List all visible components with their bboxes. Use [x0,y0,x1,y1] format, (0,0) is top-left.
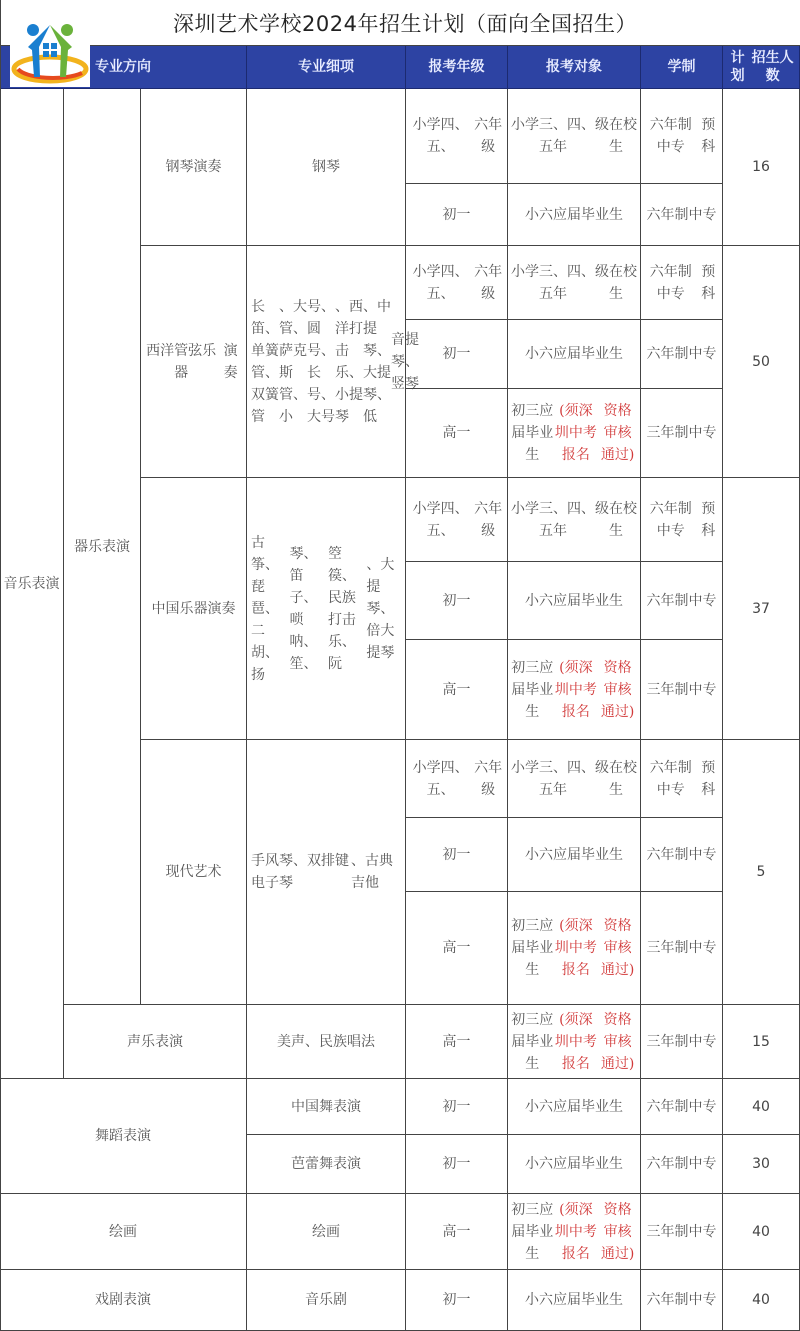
major-vocal: 声乐表演 [64,1005,247,1079]
target-cell [508,640,641,740]
detail-line: 古筝、琵琶、二胡、扬 [251,534,279,683]
grade-cell: 高一 [406,1005,508,1079]
page-title: 深圳艺术学校2024年招生计划（面向全国招生） [0,0,800,46]
category-music-line1: 音乐 [3,575,32,592]
plan-count-drama: 40 [723,1270,800,1331]
header-detail: 专业细项 [247,46,406,89]
target-note: (须深圳中考报名 [554,1201,597,1262]
major-chinese [141,478,247,740]
target-cell [508,89,641,184]
system-cell [641,740,723,818]
grade-cell: 高一 [406,389,508,478]
header-plan [723,46,800,89]
grade-line: 六年级 [474,500,503,539]
detail-musical: 音乐剧 [247,1270,406,1331]
plan-count-painting: 40 [723,1194,800,1270]
detail-vocal: 美声、民族唱法 [247,1005,406,1079]
major-line: 演奏 [223,342,238,381]
grade-cell: 初一 [406,562,508,640]
target-cell [508,892,641,1005]
target-note: 资格审核通过) [600,659,635,720]
target-line: 小学三、四、五年 [511,263,595,302]
school-logo-icon [10,17,90,87]
detail-line: 、古典吉他 [351,853,393,891]
target-note: (须深圳中考报名 [554,403,597,463]
target-cell: 小六应届毕业生 [508,1270,641,1331]
target-note: 资格审核通过) [600,403,635,463]
category-painting: 绘画 [0,1194,247,1270]
grade-line: 六年级 [474,759,503,798]
plan-count-chinese-dance: 40 [723,1079,800,1135]
grade-cell: 高一 [406,1194,508,1270]
target-cell: 小六应届毕业生 [508,1135,641,1194]
system-cell [641,478,723,562]
system-cell [641,246,723,320]
grade-line: 小学四、五、 [412,500,469,539]
grade-line: 小学四、五、 [412,263,469,302]
target-line: 初三应届毕业生 [511,1201,554,1262]
major-line: 西洋管弦乐器 [146,342,217,381]
major-line: 演奏 [207,600,236,617]
header-system: 学制 [641,46,723,89]
plan-count-chinese: 37 [723,478,800,740]
category-drama: 戏剧表演 [0,1270,247,1331]
header-plan-line1: 计划 [730,50,745,84]
target-line: 初三应届毕业生 [511,918,554,978]
grade-cell [406,246,508,320]
system-cell: 三年制中专 [641,1194,723,1270]
target-cell [508,1194,641,1270]
target-line: 小学三、四、五年 [511,759,595,798]
detail-line: 、西洋打击乐、小提琴 [335,298,363,425]
system-cell: 三年制中专 [641,389,723,478]
system-line: 六年制中专 [649,759,692,798]
target-note: 资格审核通过) [600,1201,635,1262]
detail-line: 、中提琴、大提琴、低 [363,298,391,425]
system-cell: 三年制中专 [641,1005,723,1079]
plan-count-vocal: 15 [723,1005,800,1079]
grade-cell: 高一 [406,892,508,1005]
system-cell: 三年制中专 [641,640,723,740]
system-line: 六年制中专 [649,500,692,539]
grade-cell: 初一 [406,320,508,389]
target-cell [508,389,641,478]
detail-line: 音提琴、竖琴 [391,331,419,392]
target-line: 级在校生 [595,500,637,539]
target-cell [508,478,641,562]
detail-line: 琴、笛子、唢呐、笙、 [289,545,318,672]
system-line: 预科 [701,500,716,539]
category-music-line2: 表演 [31,575,60,592]
detail-western [247,246,419,478]
system-cell: 六年制中专 [641,818,723,892]
target-line: 初三应届毕业生 [511,403,554,463]
grade-cell: 初一 [406,184,508,246]
target-note: (须深圳中考报名 [554,659,597,720]
detail-line: 号、圆号、长号、大号 [307,298,335,425]
target-line: 初三应届毕业生 [511,659,554,720]
grade-line: 小学四、五、 [412,759,469,798]
grade-line: 六年级 [474,117,503,155]
system-cell [641,89,723,184]
system-line: 六年制中专 [649,263,692,302]
system-cell: 六年制中专 [641,1135,723,1194]
system-cell: 六年制中专 [641,320,723,389]
grade-cell [406,740,508,818]
system-cell: 三年制中专 [641,892,723,1005]
target-cell: 小六应届毕业生 [508,562,641,640]
header-direction: 专业方向 [0,46,247,89]
detail-line: 手风琴、双排键电子琴 [251,853,349,891]
target-cell: 小六应届毕业生 [508,184,641,246]
header-target: 报考对象 [508,46,641,89]
grade-cell: 高一 [406,640,508,740]
target-cell: 小六应届毕业生 [508,320,641,389]
target-cell [508,1005,641,1079]
system-line: 预科 [701,759,716,798]
target-note: 资格审核通过) [600,1011,635,1072]
detail-piano: 钢琴 [247,89,406,246]
system-cell: 六年制中专 [641,184,723,246]
system-cell: 六年制中专 [641,1270,723,1331]
category-music [0,89,64,1079]
plan-count-ballet: 30 [723,1135,800,1194]
target-line: 级在校生 [595,117,637,155]
target-line: 初三应届毕业生 [511,1011,554,1072]
detail-line: 、大管、萨克斯管、小 [279,298,307,425]
grade-cell: 初一 [406,1270,508,1331]
detail-ballet: 芭蕾舞表演 [247,1135,406,1194]
grade-cell: 初一 [406,1079,508,1135]
target-cell: 小六应届毕业生 [508,1079,641,1135]
major-line: 中国乐器 [151,600,208,617]
category-dance: 舞蹈表演 [0,1079,247,1194]
grade-cell [406,89,508,184]
subcategory-instrumental: 器乐表演 [64,89,141,1005]
grade-cell: 初一 [406,818,508,892]
plan-count-piano: 16 [723,89,800,246]
target-line: 小学三、四、五年 [511,117,595,155]
detail-line: 、大提琴、倍大提琴 [366,556,395,661]
detail-line: 箜篌、民族打击乐、阮 [327,545,356,672]
target-cell [508,246,641,320]
major-piano: 钢琴演奏 [141,89,247,246]
detail-modern [247,740,406,1005]
detail-chinese [247,478,406,740]
target-line: 级在校生 [595,263,637,302]
plan-count-modern: 5 [723,740,800,1005]
major-western [141,246,247,478]
plan-count-western: 50 [723,246,800,478]
system-line: 预科 [701,263,716,302]
target-note: (须深圳中考报名 [554,918,597,978]
target-note: 资格审核通过) [600,918,635,978]
detail-chinese-dance: 中国舞表演 [247,1079,406,1135]
target-note: (须深圳中考报名 [554,1011,597,1072]
grade-cell [406,478,508,562]
target-cell [508,740,641,818]
grade-line: 小学四、五、 [412,117,469,155]
system-line: 六年制中专 [649,117,692,155]
system-cell: 六年制中专 [641,1079,723,1135]
system-cell: 六年制中专 [641,562,723,640]
target-cell: 小六应届毕业生 [508,818,641,892]
header-plan-line2: 招生人数 [751,50,794,84]
target-line: 小学三、四、五年 [511,500,595,539]
system-line: 预科 [701,117,716,155]
major-modern: 现代艺术 [141,740,247,1005]
header-grade: 报考年级 [406,46,508,89]
detail-line: 长笛、单簧管、双簧管 [251,298,279,425]
detail-painting: 绘画 [247,1194,406,1270]
grade-cell: 初一 [406,1135,508,1194]
grade-line: 六年级 [474,263,503,302]
target-line: 级在校生 [595,759,637,798]
